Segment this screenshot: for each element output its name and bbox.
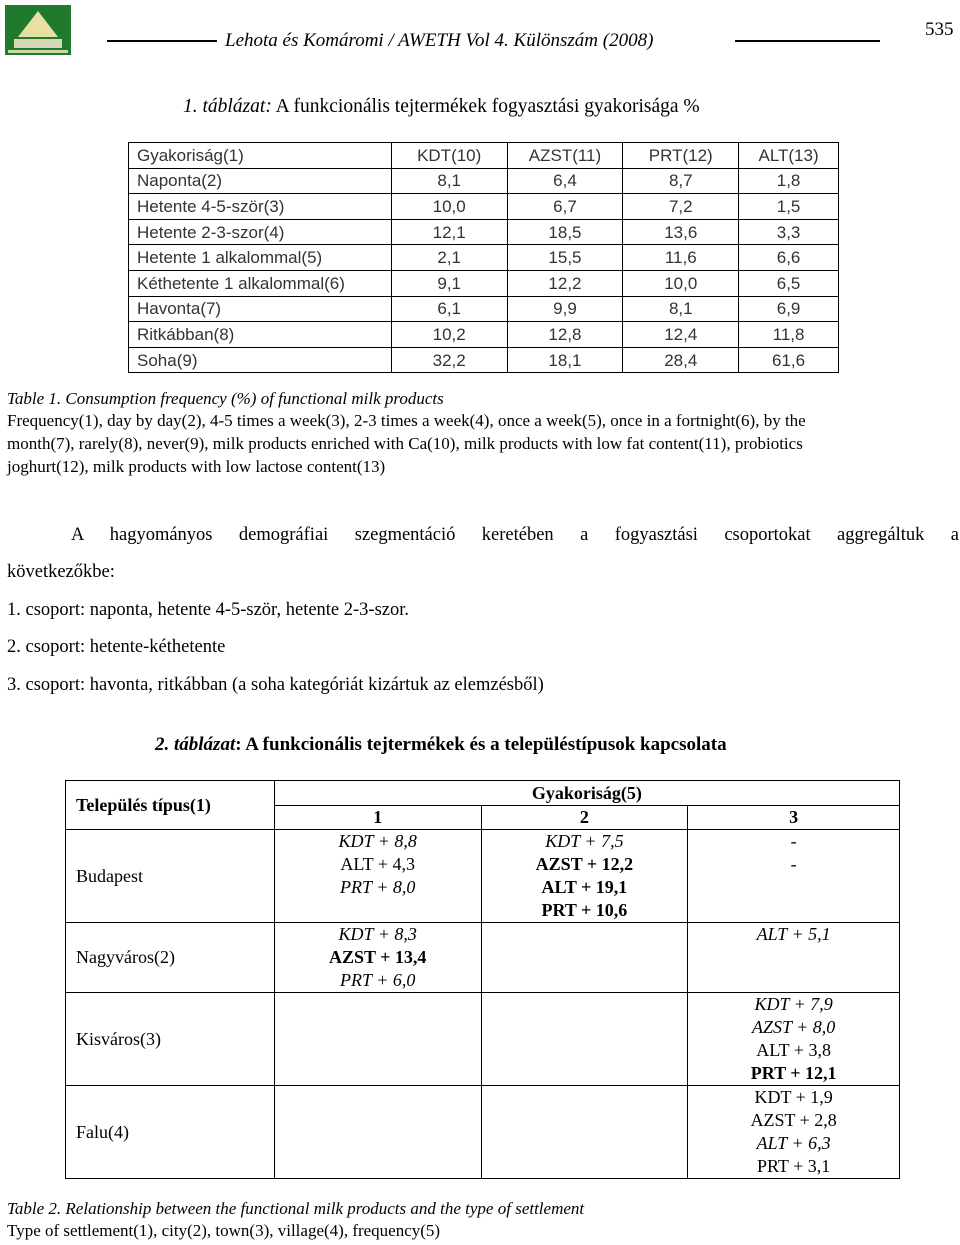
table1-cell: 3,3 bbox=[739, 219, 839, 245]
table1-cell: 11,8 bbox=[739, 322, 839, 348]
table1-cell: 18,5 bbox=[507, 219, 623, 245]
table2-cell-line: AZST + 12,2 bbox=[535, 854, 634, 874]
table2-title bbox=[155, 734, 727, 756]
table1-column-header: AZST(11) bbox=[507, 143, 623, 169]
header-rule-right bbox=[735, 40, 880, 42]
table1-row bbox=[129, 245, 839, 271]
table2-cell bbox=[481, 993, 688, 1086]
table1-row-label: Hetente 1 alkalommal(5) bbox=[129, 245, 392, 271]
page-number: 535 bbox=[925, 19, 954, 40]
group-list-item: 2. csoport: hetente-kéthetente bbox=[7, 637, 226, 657]
table1-cell: 8,1 bbox=[391, 168, 507, 194]
table1-cell: 12,4 bbox=[623, 322, 739, 348]
table1-title bbox=[183, 96, 700, 118]
table1-row bbox=[129, 296, 839, 322]
table2-col-header: 3 bbox=[688, 806, 900, 830]
table1-column-header: KDT(10) bbox=[391, 143, 507, 169]
table1-cell: 32,2 bbox=[391, 347, 507, 373]
table2-cell-line: PRT + 3,1 bbox=[757, 1156, 831, 1176]
table1-cell: 6,4 bbox=[507, 168, 623, 194]
table2-cell-line: ALT + 4,3 bbox=[340, 854, 416, 874]
table2-caption: Table 2. Relationship between the functional milk products and the type of settlement bbox=[7, 1199, 585, 1218]
table1-cell: 12,1 bbox=[391, 219, 507, 245]
table1-cell: 13,6 bbox=[623, 219, 739, 245]
table1-cell: 6,5 bbox=[739, 270, 839, 296]
table1-cell: 10,2 bbox=[391, 322, 507, 348]
header-rule-left bbox=[107, 40, 217, 42]
table1-row-label: Havonta(7) bbox=[129, 296, 392, 322]
table1-row-label: Kéthetente 1 alkalommal(6) bbox=[129, 270, 392, 296]
table2-cell-line: - bbox=[790, 854, 797, 874]
table2-cell bbox=[481, 1086, 688, 1179]
table1-header-row bbox=[129, 143, 839, 169]
table2-cell-line: KDT + 8,3 bbox=[338, 924, 417, 944]
table1-legend-line: joghurt(12), milk products with low lactose content(13) bbox=[7, 457, 386, 476]
table2-row bbox=[66, 993, 900, 1086]
table1-cell: 2,1 bbox=[391, 245, 507, 271]
table1-cell: 15,5 bbox=[507, 245, 623, 271]
table2-cell bbox=[274, 830, 481, 923]
table1-cell: 7,2 bbox=[623, 194, 739, 220]
table1-cell: 28,4 bbox=[623, 347, 739, 373]
table2-col-header: 2 bbox=[481, 806, 688, 830]
table1-row-label: Soha(9) bbox=[129, 347, 392, 373]
table1-title-label: 1. táblázat: bbox=[183, 96, 272, 117]
table2-title-label: 2. táblázat bbox=[155, 734, 236, 755]
table2-cell-line: AZST + 2,8 bbox=[750, 1110, 837, 1130]
table1-cell: 6,7 bbox=[507, 194, 623, 220]
table2-row-label: Falu(4) bbox=[66, 1086, 275, 1179]
table1-cell: 10,0 bbox=[391, 194, 507, 220]
logo-triangle-shape bbox=[18, 11, 58, 37]
table1-cell: 12,8 bbox=[507, 322, 623, 348]
table2-cell bbox=[688, 830, 900, 923]
table2-cell-line: AZST + 8,0 bbox=[751, 1017, 836, 1037]
table2-cell-line: ALT + 3,8 bbox=[756, 1040, 831, 1060]
table1-cell: 6,6 bbox=[739, 245, 839, 271]
table2-row bbox=[66, 830, 900, 923]
table2-group-header: Gyakoriság(5) bbox=[274, 781, 899, 806]
table2-cell-line: PRT + 8,0 bbox=[340, 877, 416, 897]
table1-cell: 12,2 bbox=[507, 270, 623, 296]
table2-cell-line: KDT + 1,9 bbox=[754, 1087, 833, 1107]
table2-cell bbox=[274, 1086, 481, 1179]
table2-cell bbox=[688, 1086, 900, 1179]
table1-row bbox=[129, 219, 839, 245]
table2-row-label: Budapest bbox=[66, 830, 275, 923]
table2-row-label: Kisváros(3) bbox=[66, 993, 275, 1086]
journal-header: Lehota és Komáromi / AWETH Vol 4. Különszám (2008) bbox=[225, 30, 654, 51]
table2-cell-line: PRT + 6,0 bbox=[340, 970, 416, 990]
paragraph-line: A hagyományos demográfiai szegmentáció keretében a fogyasztási csoportokat aggregáltuk a bbox=[71, 525, 959, 545]
logo-strip-shape bbox=[8, 50, 68, 53]
table2-cell-line: - bbox=[790, 831, 797, 851]
table1-caption: Table 1. Consumption frequency (%) of functional milk products bbox=[7, 389, 444, 408]
table1-row bbox=[129, 194, 839, 220]
table1-legend-line: Frequency(1), day by day(2), 4-5 times a week(3), 2-3 times a week(4), once a week(5), once in a fortnight(6), by the bbox=[7, 411, 806, 430]
table2-cell-line: KDT + 7,5 bbox=[545, 831, 624, 851]
paragraph-line: következőkbe: bbox=[7, 562, 115, 582]
table2-cell-line: AZST + 13,4 bbox=[328, 947, 427, 967]
table1-cell: 1,5 bbox=[739, 194, 839, 220]
table1-cell: 11,6 bbox=[623, 245, 739, 271]
table2-cell bbox=[274, 993, 481, 1086]
table2-cell-line: PRT + 10,6 bbox=[541, 900, 628, 920]
table2-cell bbox=[481, 923, 688, 993]
table1-cell: 9,1 bbox=[391, 270, 507, 296]
table2-cell-line: KDT + 8,8 bbox=[338, 831, 417, 851]
table1-row-label: Hetente 2-3-szor(4) bbox=[129, 219, 392, 245]
table1-body bbox=[129, 143, 839, 373]
table1-column-header: ALT(13) bbox=[739, 143, 839, 169]
table1-row bbox=[129, 270, 839, 296]
table2-cell-line: ALT + 6,3 bbox=[756, 1133, 831, 1153]
group-list-item: 1. csoport: naponta, hetente 4-5-ször, hetente 2-3-szor. bbox=[7, 600, 410, 620]
table2-col-header: 1 bbox=[274, 806, 481, 830]
table1-cell: 8,1 bbox=[623, 296, 739, 322]
table2-title-text: : A funkcionális tejtermékek és a településtípusok kapcsolata bbox=[235, 734, 727, 755]
table2-cell bbox=[481, 830, 688, 923]
table1-row-label: Hetente 4-5-ször(3) bbox=[129, 194, 392, 220]
table2 bbox=[65, 780, 900, 1179]
table1-cell: 61,6 bbox=[739, 347, 839, 373]
table2-cell bbox=[688, 993, 900, 1086]
table1-column-header: Gyakoriság(1) bbox=[129, 143, 392, 169]
table2-body bbox=[66, 830, 900, 1179]
table2-row-label: Nagyváros(2) bbox=[66, 923, 275, 993]
table1-cell: 1,8 bbox=[739, 168, 839, 194]
journal-logo bbox=[5, 5, 71, 55]
table1-cell: 18,1 bbox=[507, 347, 623, 373]
table1-cell: 6,1 bbox=[391, 296, 507, 322]
table1-cell: 8,7 bbox=[623, 168, 739, 194]
table1-title-text: A funkcionális tejtermékek fogyasztási gyakorisága % bbox=[271, 96, 700, 117]
logo-base-shape bbox=[14, 39, 62, 48]
table1-cell: 6,9 bbox=[739, 296, 839, 322]
table1-row bbox=[129, 322, 839, 348]
table2-cell bbox=[274, 923, 481, 993]
group-list-item: 3. csoport: havonta, ritkábban (a soha kategóriát kizártuk az elemzésből) bbox=[7, 675, 544, 695]
table1 bbox=[128, 142, 839, 373]
table2-row bbox=[66, 1086, 900, 1179]
table2-cell bbox=[688, 923, 900, 993]
table1-row-label: Ritkábban(8) bbox=[129, 322, 392, 348]
table1-row bbox=[129, 168, 839, 194]
table2-cell-line: KDT + 7,9 bbox=[754, 994, 833, 1014]
table2-row-header: Település típus(1) bbox=[66, 781, 275, 830]
table1-cell: 9,9 bbox=[507, 296, 623, 322]
table1-column-header: PRT(12) bbox=[623, 143, 739, 169]
table1-legend-line: month(7), rarely(8), never(9), milk products enriched with Ca(10), milk products with low fat content(11), probiotics bbox=[7, 434, 803, 453]
table1-row bbox=[129, 347, 839, 373]
table2-cell-line: ALT + 5,1 bbox=[756, 924, 831, 944]
table1-cell: 10,0 bbox=[623, 270, 739, 296]
table2-row bbox=[66, 923, 900, 993]
table2-cell-line: PRT + 12,1 bbox=[750, 1063, 837, 1083]
table1-row-label: Naponta(2) bbox=[129, 168, 392, 194]
table2-legend: Type of settlement(1), city(2), town(3), village(4), frequency(5) bbox=[7, 1221, 441, 1240]
table2-cell-line: ALT + 19,1 bbox=[541, 877, 628, 897]
